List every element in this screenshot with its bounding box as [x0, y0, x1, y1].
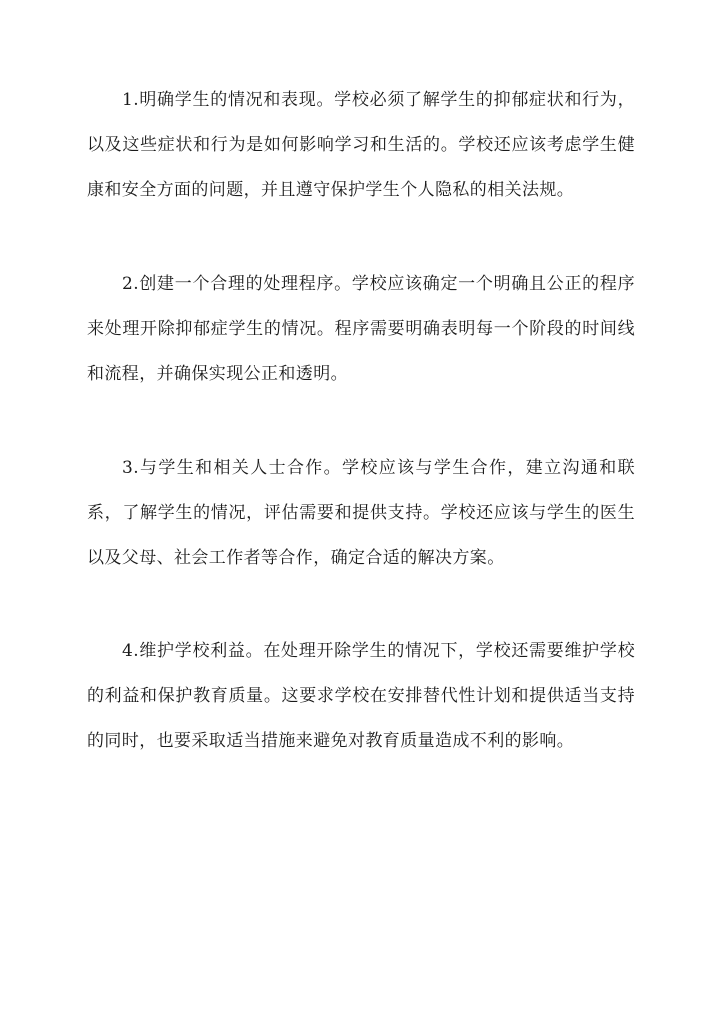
paragraph-2: 2.创建一个合理的处理程序。学校应该确定一个明确且公正的程序来处理开除抑郁症学生的情况。程序需要明确表明每一个阶段的时间线和流程，并确保实现公正和透明。 [87, 274, 635, 384]
paragraph-3: 3.与学生和相关人士合作。学校应该与学生合作，建立沟通和联系，了解学生的情况，评估需要和提供支持。学校还应该与学生的医生以及父母、社会工作者等合作，确定合适的解决方案。 [87, 458, 635, 568]
paragraph-1: 1.明确学生的情况和表现。学校必须了解学生的抑郁症状和行为，以及这些症状和行为是如何影响学习和生活的。学校还应该考虑学生健康和安全方面的问题，并且遵守保护学生个人隐私的相关法规。 [87, 90, 635, 200]
paragraph-4: 4.维护学校利益。在处理开除学生的情况下，学校还需要维护学校的利益和保护教育质量。这要求学校在安排替代性计划和提供适当支持的同时，也要采取适当措施来避免对教育质量造成不利的影响。 [87, 641, 635, 751]
